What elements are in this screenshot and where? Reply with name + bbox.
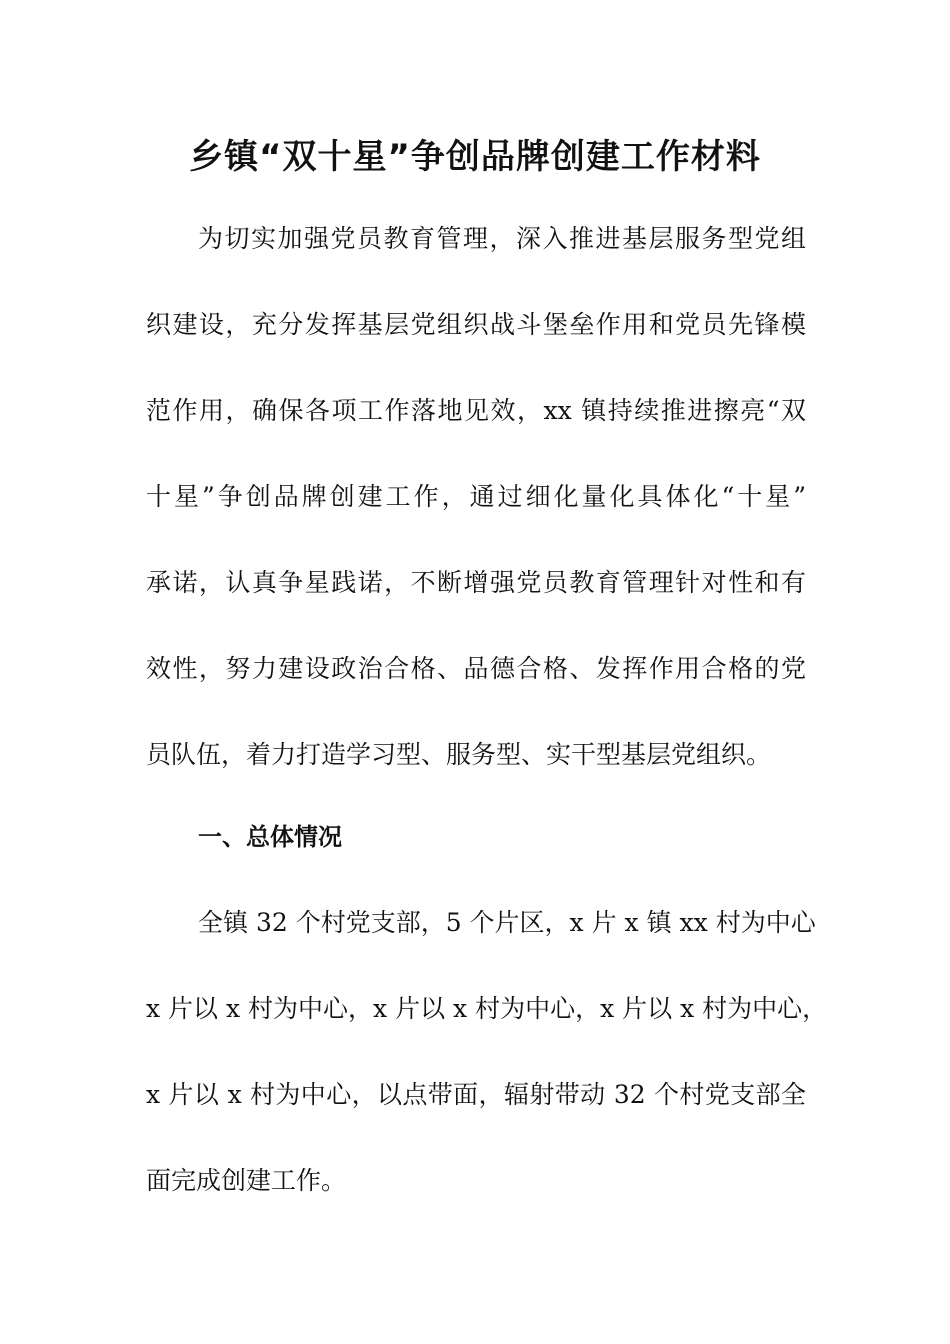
paragraph-line: 承诺，认真争星践诺，不断增强党员教育管理针对性和有	[146, 568, 806, 597]
paragraph-line: 为切实加强党员教育管理，深入推进基层服务型党组	[198, 224, 806, 253]
paragraph-line: 十星”争创品牌创建工作，通过细化量化具体化“十星”	[146, 482, 806, 511]
paragraph-line: 员队伍，着力打造学习型、服务型、实干型基层党组织。	[146, 740, 772, 769]
document-title: 乡镇“双十星”争创品牌创建工作材料	[189, 137, 761, 177]
paragraph-line: x 片以 x 村为中心，以点带面，辐射带动 32 个村党支部全	[146, 1080, 806, 1109]
section-heading: 一、总体情况	[198, 823, 342, 851]
paragraph-line: 面完成创建工作。	[146, 1166, 347, 1195]
paragraph-line: x 片以 x 村为中心，x 片以 x 村为中心，x 片以 x 村为中心，	[146, 994, 828, 1023]
paragraph-line: 范作用，确保各项工作落地见效，xx 镇持续推进擦亮“双	[146, 396, 806, 425]
paragraph-line: 织建设，充分发挥基层党组织战斗堡垒作用和党员先锋模	[146, 310, 806, 339]
paragraph-line: 全镇 32 个村党支部，5 个片区，x 片 x 镇 xx 村为中心	[198, 908, 816, 937]
paragraph-line: 效性，努力建设政治合格、品德合格、发挥作用合格的党	[146, 654, 806, 683]
